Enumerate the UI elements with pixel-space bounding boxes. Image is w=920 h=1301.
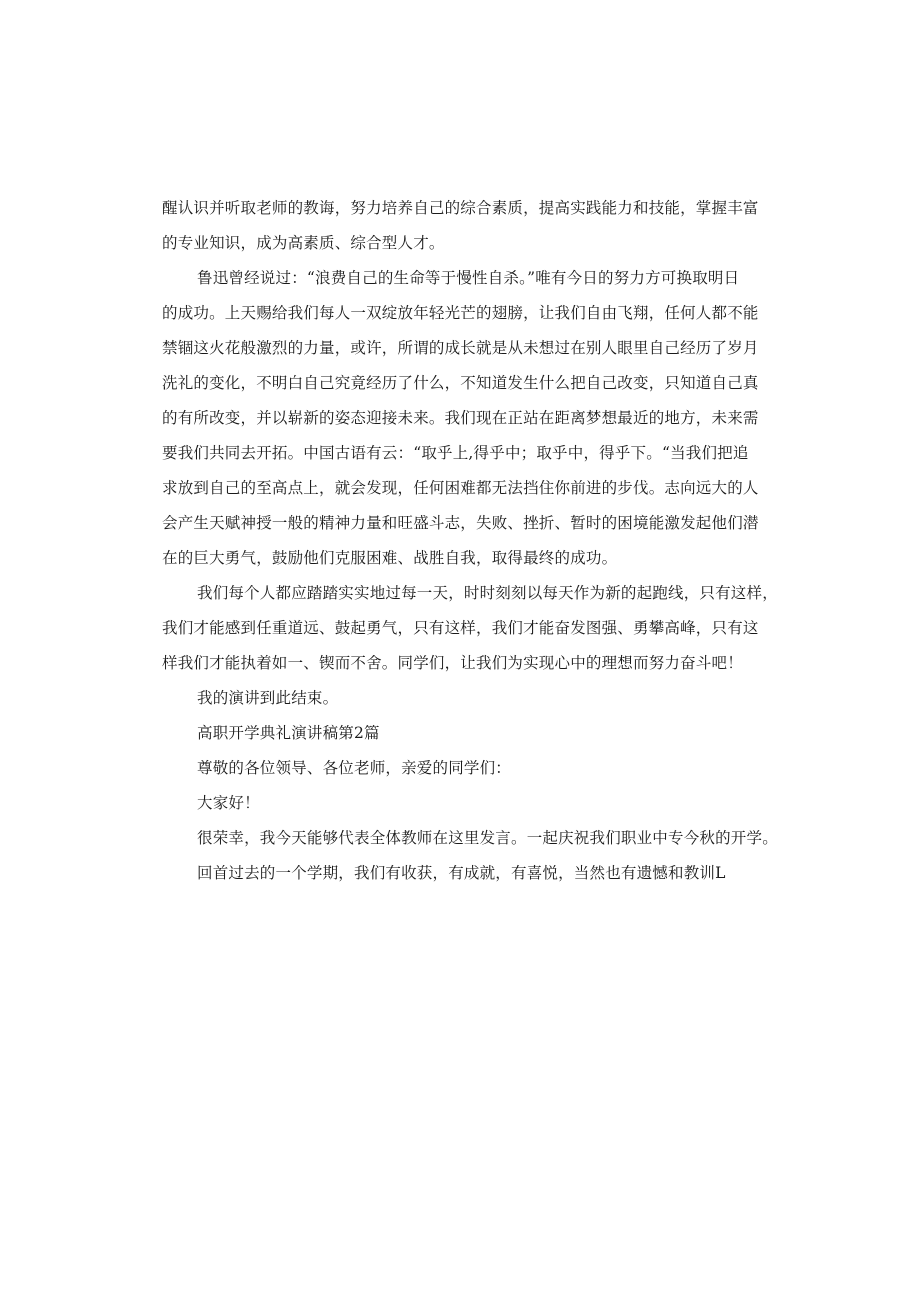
text-line-4: 的成功。上天赐给我们每人一双绽放年轻光芒的翅膀，让我们自由飞翔，任何人都不能 <box>162 304 759 322</box>
text-line-3: 鲁迅曾经说过：“浪费自己的生命等于慢性自杀。”唯有今日的努力方可换取明日 <box>197 269 740 287</box>
text-line-15: 我的演讲到此结束。 <box>197 689 339 707</box>
text-line-2: 的专业知识，成为高素质、综合型人才。 <box>162 234 445 252</box>
text-line-6: 洗礼的变化，不明白自己究竟经历了什么，不知道发生什么把自己改变，只知道自己真 <box>162 374 759 392</box>
text-line-8: 要我们共同去开拓。中国古语有云：“取乎上,得乎中；取乎中，得乎下。“当我们把追 <box>162 444 749 462</box>
text-line-18: 大家好！ <box>197 794 260 812</box>
text-line-11: 在的巨大勇气，鼓励他们克服困难、战胜自我，取得最终的成功。 <box>162 549 618 567</box>
text-line-20: 回首过去的一个学期，我们有收获，有成就，有喜悦，当然也有遗憾和教训L <box>197 864 726 882</box>
text-line-19: 很荣幸，我今天能够代表全体教师在这里发言。一起庆祝我们职业中专今秋的开学。 <box>197 829 778 847</box>
text-line-10: 会产生天赋神授一般的精神力量和旺盛斗志，失败、挫折、暂时的困境能激发起他们潜 <box>162 514 759 532</box>
text-line-7: 的有所改变，并以崭新的姿态迎接未来。我们现在正站在距离梦想最近的地方，未来需 <box>162 409 759 427</box>
text-line-17: 尊敬的各位领导、各位老师，亲爱的同学们： <box>197 759 512 777</box>
text-line-1: 醒认识并听取老师的教诲，努力培养自己的综合素质，提高实践能力和技能，掌握丰富 <box>162 199 759 217</box>
text-line-13: 我们才能感到任重道远、鼓起勇气，只有这样，我们才能奋发图强、勇攀高峰，只有这 <box>162 619 759 637</box>
text-line-5: 禁锢这火花般激烈的力量，或许，所谓的成长就是从未想过在别人眼里自己经历了岁月 <box>162 339 759 357</box>
section-heading: 高职开学典礼演讲稿第2篇 <box>197 724 380 742</box>
text-line-12: 我们每个人都应踏踏实实地过每一天，时时刻刻以每天作为新的起跑线，只有这样， <box>197 584 778 602</box>
text-line-9: 求放到自己的至高点上，就会发现，任何困难都无法挡住你前进的步伐。志向远大的人 <box>162 479 759 497</box>
text-line-14: 样我们才能执着如一、锲而不舍。同学们，让我们为实现心中的理想而努力奋斗吧！ <box>162 654 743 672</box>
